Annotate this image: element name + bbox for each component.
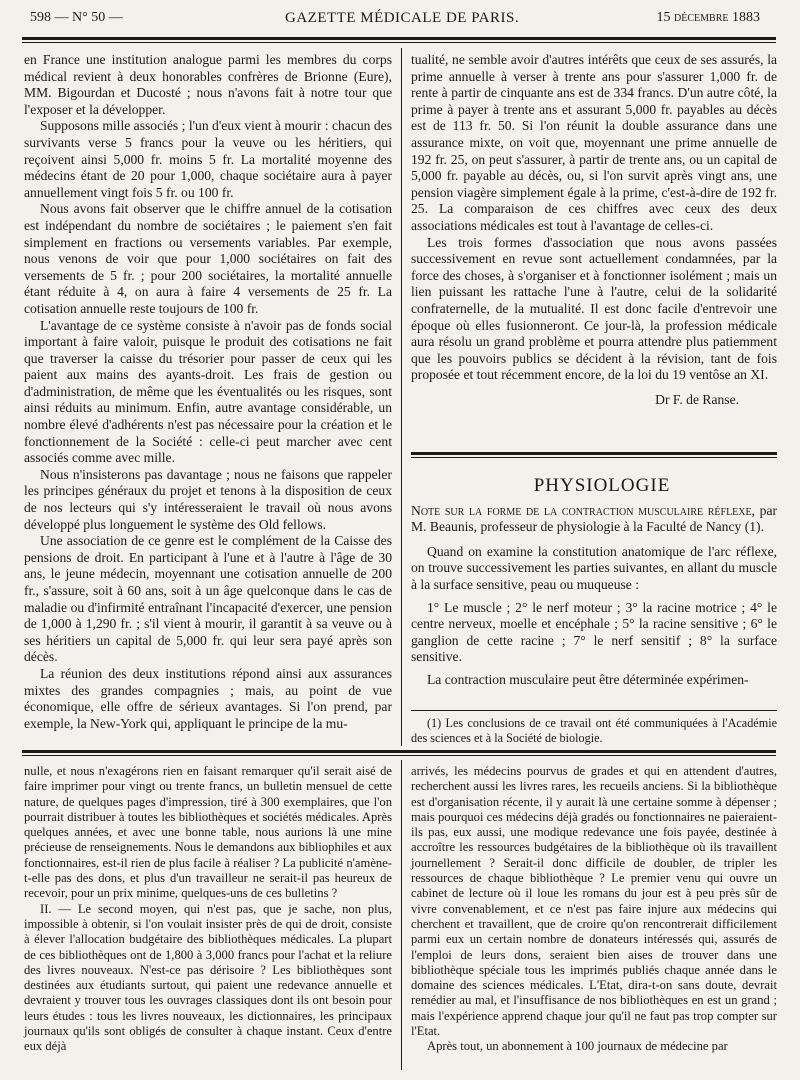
paragraph: Quand on examine la constitution anatomique de l'arc réflexe, on trouve successivement les parties suivantes, en allant du muscle à la surface sensitive, peau ou muqueuse : (411, 543, 777, 592)
bottom-column-divider (401, 760, 402, 1070)
issue-date: 15 décembre 1883 (656, 10, 760, 25)
section-rule-thin (411, 457, 777, 458)
footnote-text: (1) Les conclusions de ce travail ont été communiquées à l'Académie des sciences et à la Société de biologie. (411, 716, 777, 745)
physiology-section (411, 475, 778, 689)
paragraph: Nous avons fait observer que le chiffre annuel de la cotisation est indépendant du nombre de sociétaires ; le paiement s'en fait simplement en fractions ou versements variables. Par exemple, nous venons de voir que pour 1,000 sociétaires on fait des versements de 5 fr. ; pour 200 sociétaires, la mortalité annuelle étant réduite à 4, on aura à faire 4 versements de 25 fr. La cotisation annuelle reste toujours de 100 fr. (24, 201, 392, 316)
paragraph: 1° Le muscle ; 2° le nerf moteur ; 3° la racine motrice ; 4° le centre nerveux, moelle et encéphale ; 5° la racine sensitive ; 6° le ganglion de cette racine ; 7° le nerf sensitif ; 8° la surface sensitive. (411, 599, 777, 665)
note-title: Note sur la forme de la contraction musculaire réflexe, (411, 502, 756, 518)
paragraph: Nous n'insisterons pas davantage ; nous ne faisons que rappeler les principes généraux du projet et tenons à la disposition de ceux de nos lecteurs qui s'y intéresseraient le travail où nous avons développé plus longuement le système des Old fellows. (24, 466, 392, 532)
footnote-rule (411, 710, 777, 711)
paragraph: arrivés, les médecins pourvus de grades et qui en attendent d'autres, recherchent aussi les livres rares, les recueils anciens. Si la bibliothèque est d'organisation récente, il y aurait là une certaine somme à dépenser ; mais pourquoi ces médecins déjà gradés ou fonctionnaires ne paieraient-ils pas, eux aussi, une modique redevance une fois payée, destinée à accroître les ressources budgétaires de la bibliothèque où ils travaillent journellement ? Serait-il donc difficile de doubler, de tripler les ressources de chaque bibliothèque ? Le premier venu qui ouvre un cabinet de lecture où il loue les romans du jour est à peu près sûr de vivre convenablement, et ce n'est pas faire injure aux médecins qui cherchent et travaillent, que de croire qu'on rencontrerait difficilement parmi eux un certain nombre de donateurs intéressés qui, assurés de l'emploi de leurs dons, seraient bien aises de trouver dans une bibliothèque spéciale tous les imprimés publiés chaque année dans le domaine des sciences médicales. L'Etat, dira-t-on sans doute, devrait remédier au mal, et l'insuffisance de nos bibliothèques en est un grand ; mais l'expérience apprend chaque jour qu'il ne faut pas trop compter sur l'Etat. (411, 764, 777, 1039)
bottom-left-column (24, 764, 392, 1055)
mid-rule-thin (22, 755, 776, 756)
section-rule-thick (411, 452, 777, 455)
page-number: 598 — N° 50 — (30, 10, 123, 25)
page-header (30, 10, 760, 30)
section-title: PHYSIOLOGIE (533, 475, 671, 496)
paragraph: Supposons mille associés ; l'un d'eux vient à mourir : chacun des survivants verse 5 francs pour la veuve ou les héritiers, qui reçoivent ainsi 5,000 fr. moins 5 fr. La mortalité moyenne des médecins étant de 20 pour 1,000, chaque sociétaire aura à payer annuellement vingt fois 5 fr. ou 100 fr. (24, 118, 392, 200)
paragraph: La contraction musculaire peut être déterminée expérimen- (427, 671, 749, 687)
paragraph: nulle, et nous n'exagérons rien en faisant remarquer qu'il serait aisé de faire imprimer pour vingt ou trente francs, un bulletin mensuel de cette nature, de quelques pages d'impression, tiré à 300 exemplaires, que l'on pourrait distribuer à toutes les bibliothèques et sociétés médicales. Après quelques années, et avec une bonne table, nous aurions là une mine précieuse de renseignements. Nous le demandons aux bibliophiles et aux fonctionnaires, est-il rien de plus facile à réaliser ? La publicité n'amène-t-elle pas des dons, et plus d'un travailleur ne serait-il pas heureux de recevoir, pour un prix minime, quelques-uns de ces bulletins ? (24, 764, 392, 901)
author-signature: Dr F. de Ranse. (655, 391, 739, 407)
paragraph: Une association de ce genre est le complément de la Caisse des pensions de droit. En participant à l'une et à l'autre à l'âge de 30 ans, le jeune médecin, moyennant une cotisation annuelle de 200 fr., s'assure, soit à 60 ans, soit à un âge quelconque dans le cas de maladie ou d'infirmité entraînant l'incapacité d'exercer, une pension de 1,000 à 1,290 fr. ; s'il vient à mourir, il garantit à sa veuve ou à ses héritiers un capital de 5,000 fr. qui leur sera payé après son décès. (24, 533, 392, 665)
paragraph: Après tout, un abonnement à 100 journaux de médecine par (427, 1039, 728, 1054)
paragraph: II. — Le second moyen, qui n'est pas, que je sache, non plus, impossible à obtenir, si l'on voulait insister près de qui de droit, consiste à élever l'allocation budgétaire des bibliothèques médicales. La plupart de ces bibliothèques ont de 1,800 à 3,000 francs pour l'achat et la reliure des livres nouveaux. N'est-ce pas dérisoire ? Les bibliothèques sont destinées aux étudiants surtout, qui paient une redevance annuelle et devraient y trouver tous les ouvrages classiques dont ils ont besoin pour leurs études : tous les livres nouveaux, les dictionnaires, les principaux journaux qu'ils sont obligés de consulter à chaque instant. Ceux d'entre eux déjà (24, 901, 392, 1054)
top-right-column (411, 52, 777, 408)
header-rule-thick (22, 37, 776, 40)
paragraph: Les trois formes d'association que nous avons passées successivement en revue sont actuellement condamnées, par la force des choses, à s'organiser et à fonctionner isolément ; mais un lien puissant les rattache l'une à l'autre, celui de la solidarité confraternelle, de la mutualité. Il est donc facile d'entrevoir une époque où elles fusionneront. Ce jour-là, la profession médicale aura résolu un grand problème et pourra attendre plus patiemment que les pouvoirs publics se décident à la révision, tant de fois proposée et tout récemment encore, de la loi du 19 ventôse an XI. (411, 234, 777, 383)
mid-rule-thick (22, 750, 776, 753)
header-rule-thin (22, 42, 776, 43)
top-column-divider (401, 48, 402, 746)
top-left-column (24, 52, 392, 732)
paragraph: L'avantage de ce système consiste à n'avoir pas de fonds social important à faire valoir, puisque le produit des cotisations ne fait que traverser la caisse du trésorier pour passer de ceux qui les paient aux mains des ayants-droit. Les frais de gestion ou d'administration, de même que les éventualités ou les risques, sont ainsi réduits au minimum. Enfin, autre avantage considérable, un nombre élevé d'adhérents n'est pas nécessaire pour la création et le fonctionnement de la Société : celle-ci peut marcher avec cent associés comme avec mille. (24, 317, 392, 466)
footnote (411, 716, 777, 746)
note-byline: par M. Beaunis, professeur de physiologie à la Faculté de Nancy (1). (411, 502, 778, 535)
journal-title: GAZETTE MÉDICALE DE PARIS. (285, 10, 520, 26)
note-heading (411, 503, 777, 536)
bottom-right-column (411, 764, 777, 1055)
paragraph: La réunion des deux institutions répond ainsi aux assurances mixtes des grandes compagnies ; mais, au point de vue économique, elle offre de sérieux avantages. Si l'on prend, par exemple, la New-York qui, appliquant le principe de la mu- (24, 665, 392, 731)
paragraph: tualité, ne semble avoir d'autres intérêts que ceux de ses assurés, la prime annuelle à verser à trente ans pour s'assurer 1,000 fr. de rente à partir de cinquante ans est de 334 francs. D'un autre côté, la prime à payer à trente ans et assurant 5,000 fr. payables au décès est de 113 fr. 50. Si l'on réunit la double assurance dans une assurance mixte, on voit que, moyennant une prime annuelle de 192 fr. 25, on peut s'assurer, à partir de trente ans, ou un capital de 5,000 fr. payable au décès, ou, si l'on survit après vingt ans, une pension viagère simplement égale à la prime, c'est-à-dire de 192 fr. 25. La comparaison de ces chiffres avec ceux des deux associations médicales est tout à l'avantage de celles-ci. (411, 52, 777, 233)
paragraph: en France une institution analogue parmi les membres du corps médical revient à deux honorables confrères de Brionne (Eure), MM. Bigourdan et Ducosté ; nous n'avons fait à notre tour que l'exposer et la développer. (24, 52, 392, 117)
